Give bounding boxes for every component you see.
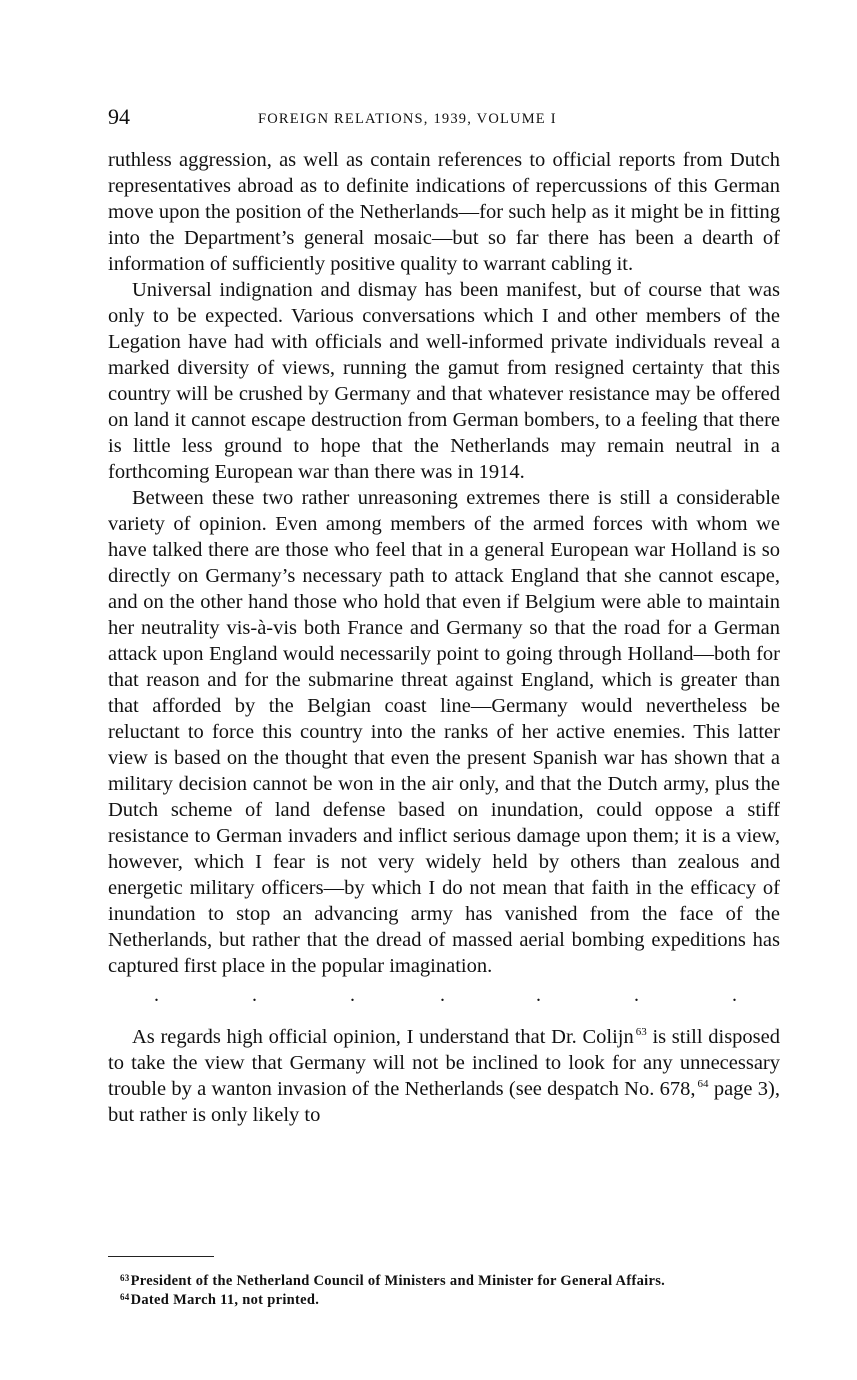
elision-dot: . bbox=[732, 984, 737, 1006]
elision-dot: . bbox=[154, 984, 159, 1006]
paragraph-1: ruthless aggression, as well as contain references to official reports from Dutch representatives abroad as to definite indications of repercussions of this German move upon the position of the Netherlands—for such help as it might be in fitting into the Department’s general mosaic—but so far there has been a dearth of information of sufficiently positive quality to warrant cabling it. bbox=[108, 149, 780, 275]
elision-dot: . bbox=[252, 984, 257, 1006]
footnote-64 bbox=[108, 1289, 780, 1308]
elision-dot: . bbox=[634, 984, 639, 1006]
footnotes bbox=[108, 1270, 780, 1308]
footnote-ref-63[interactable]: 63 bbox=[635, 1026, 647, 1038]
footnote-text: President of the Netherland Council of Ministers and Minister for General Affairs. bbox=[130, 1273, 666, 1289]
footnote-ref-64[interactable]: 64 bbox=[697, 1078, 709, 1090]
body-text bbox=[108, 147, 780, 1128]
footnote-rule bbox=[108, 1256, 214, 1257]
running-head: FOREIGN RELATIONS, 1939, VOLUME I bbox=[258, 111, 557, 127]
paragraph-4-text: is still disposed to take the view that Germany will not be inclined to look for any unnecessary trouble by a wanton invasion of the Netherlands (see despatch No. 678, bbox=[108, 1026, 780, 1100]
elision-dot: . bbox=[350, 984, 355, 1006]
page-number: 94 bbox=[108, 104, 130, 129]
paragraph-3: Between these two rather unreasoning extremes there is still a considerable variety of opinion. Even among members of the armed forces with whom we have talked there are those who feel that in a general European war Holland is so directly on Germany’s necessary path to attack England that she cannot escape, and on the other hand those who hold that even if Belgium were able to maintain her neutrality vis-à-vis both France and Germany so that the road for a German attack upon England would necessarily point to going through Holland—both for that reason and for the submarine threat against England, which is greater than that afforded by the Belgian coast line—Germany would nevertheless be reluctant to force this country into the ranks of her active enemies. This latter view is based on the thought that even the present Spanish war has shown that a military decision cannot be won in the air only, and that the Dutch army, plus the Dutch scheme of land defense based on inundation, could oppose a stiff resistance to German invaders and inflict serious damage upon them; it is a view, however, which I fear is not very widely held by others than zealous and energetic military officers—by which I do not mean that faith in the efficacy of inundation to stop an advancing army has vanished from the face of the Netherlands, but rather that the dread of massed aerial bombing expeditions has captured first place in the popular imagination. bbox=[108, 487, 780, 977]
paragraph-2: Universal indignation and dismay has been manifest, but of course that was only to be expected. Various conversations which I and other members of the Legation have had with officials and well-informed private individuals reveal a marked diversity of views, running the gamut from resigned certainty that this country will be crushed by Germany and that whatever resistance may be offered on land it cannot escape destruction from German bombers, to a feeling that there is little less ground to hope that the Netherlands may remain neutral in a forthcoming European war than there was in 1914. bbox=[108, 279, 780, 483]
footnote-text: Dated March 11, not printed. bbox=[130, 1292, 320, 1308]
paragraph-4 bbox=[108, 1024, 780, 1128]
elision-dots bbox=[108, 979, 780, 1024]
footnote-63 bbox=[108, 1270, 780, 1289]
paragraph-4-text: page 3), but rather is only likely to bbox=[108, 1078, 780, 1126]
footnote-mark: 63 bbox=[120, 1273, 130, 1283]
elision-dot: . bbox=[536, 984, 541, 1006]
elision-dot: . bbox=[440, 984, 445, 1006]
footnote-mark: 64 bbox=[120, 1292, 130, 1302]
page-header bbox=[108, 103, 780, 133]
paragraph-4-text: As regards high official opinion, I understand that Dr. Colijn bbox=[132, 1026, 634, 1048]
